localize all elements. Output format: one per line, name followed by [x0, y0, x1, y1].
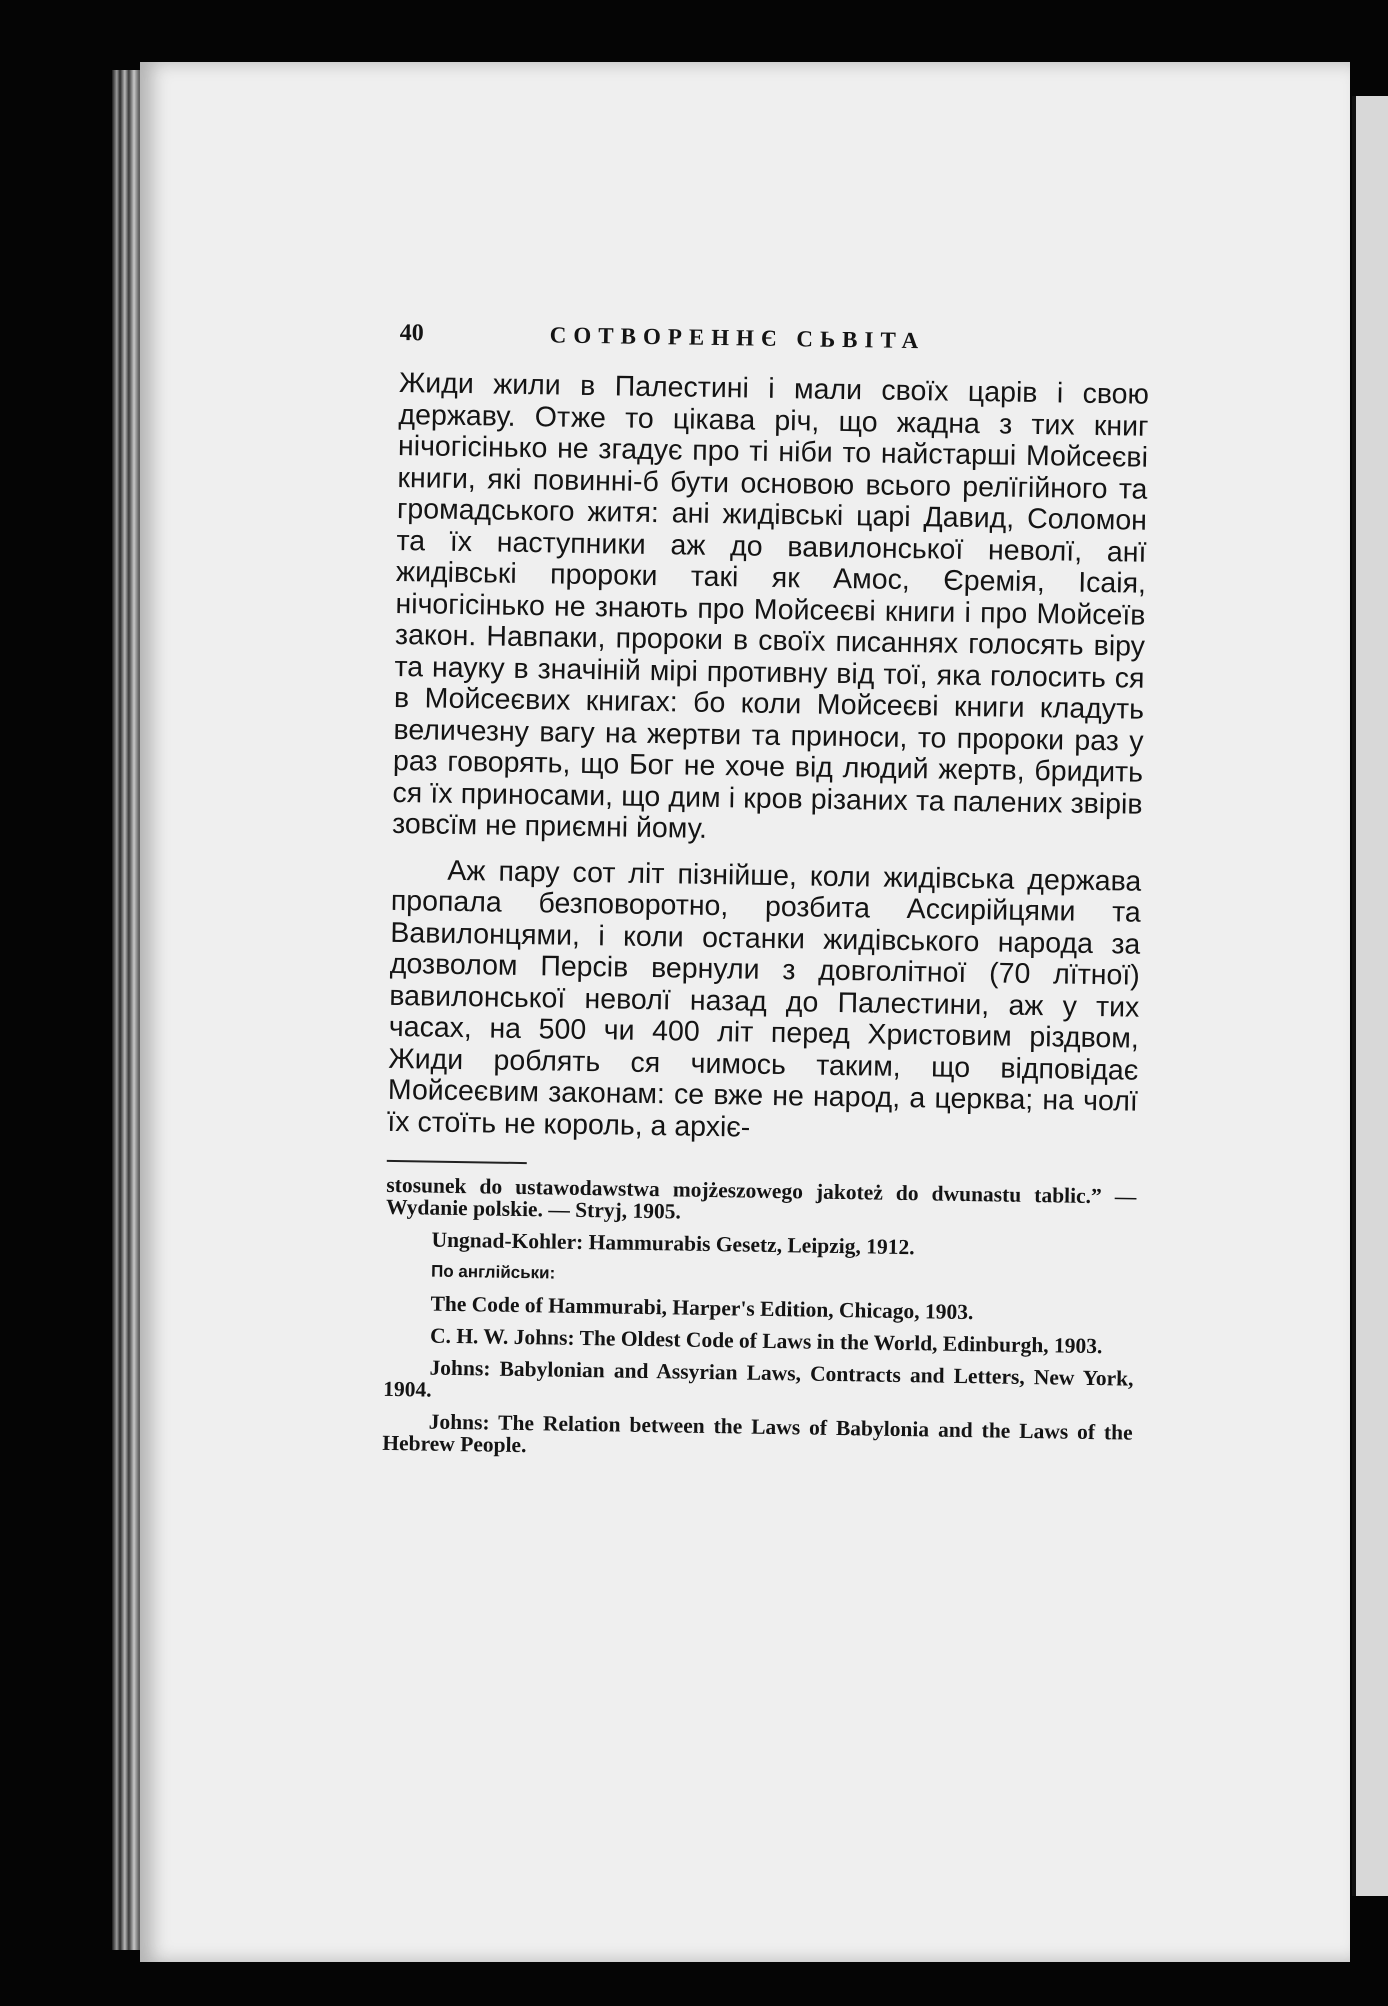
footnote-entry: The Code of Hammurabi, Harper's Edition, Chicago, 1903. — [430, 1291, 974, 1325]
footnote-continuation: stosunek do ustawodawstwa mojżeszowego jakoteż do dwunastu tablic.” — Wydanie polskie. — Stryj, 1905. — [385, 1172, 1137, 1224]
footnote-divider — [387, 1160, 527, 1164]
running-title: СОТВОРЕННЄ СЬВІТА — [549, 322, 926, 354]
footnote-entry: C. H. W. Johns: The Oldest Code of Laws in the World, Edinburgh, 1903. — [429, 1323, 1103, 1359]
footnote-entry: Johns: Babylonian and Assyrian Laws, Contracts and Letters, New York, 1904. — [383, 1355, 1134, 1402]
page-number: 40 — [399, 320, 424, 347]
next-page-edge — [1352, 96, 1388, 1896]
page-text-block — [382, 320, 1150, 1476]
footnote-language-label: По англійськи: — [430, 1261, 556, 1283]
footnote-entry: Ungnad-Kohler: Hammurabis Gesetz, Leipzig, 1912. — [431, 1227, 915, 1260]
body-paragraph-1: Жиди жили в Палестині і мали своїх царів і свою державу. Отже то цікава річ, що жадна з тих книг нічогісінько не згадує про ті ніби то найстарші Мойсеєві книги, які повинні-б бути основою всього релїгійного та громадського житя: ані жидівські царі Давид, Соломон та їх наступники аж до вавилонської неволї, анї жидівські пророки такі як Амос, Єремія, Ісаія, нічогісінько не знають про Мойсеєві книги і про Мойсеїв закон. Навпаки, пророки в своїх писаннях голосять віру та науку в значіній мірі противну від тої, яка голосить ся в Мойсеєвих книгах: бо коли Мойсеєві книги кладуть величезну вагу на жертви та приноси, то пророки раз у раз говорять, що Бог не хоче від людий жертв, бридить ся їх приносами, що дим і кров різаних та палених звірів зовсїм не приємні йому. — [391, 366, 1150, 845]
footnote-entry: Johns: The Relation between the Laws of Babylonia and the Laws of the Hebrew People. — [382, 1409, 1133, 1458]
footnotes — [382, 1174, 1136, 1466]
body-paragraph-2: Аж пару сот літ пізнійше, коли жидівська держава пропала безповоротно, розбита Ассирійцями та Вавилонцями, і коли останки жидівського народа за дозволом Персів вернули з довголітної (70 лїтної) вавилонської неволї назад до Палестини, аж у тих часах, на 500 чи 400 літ перед Христовим різдвом, Жиди роблять ся чимось таким, що відповідає Мойсеєвим законам: се вже не народ, а церква; на чолї їх стоїть не король, а архіє- — [387, 854, 1142, 1144]
